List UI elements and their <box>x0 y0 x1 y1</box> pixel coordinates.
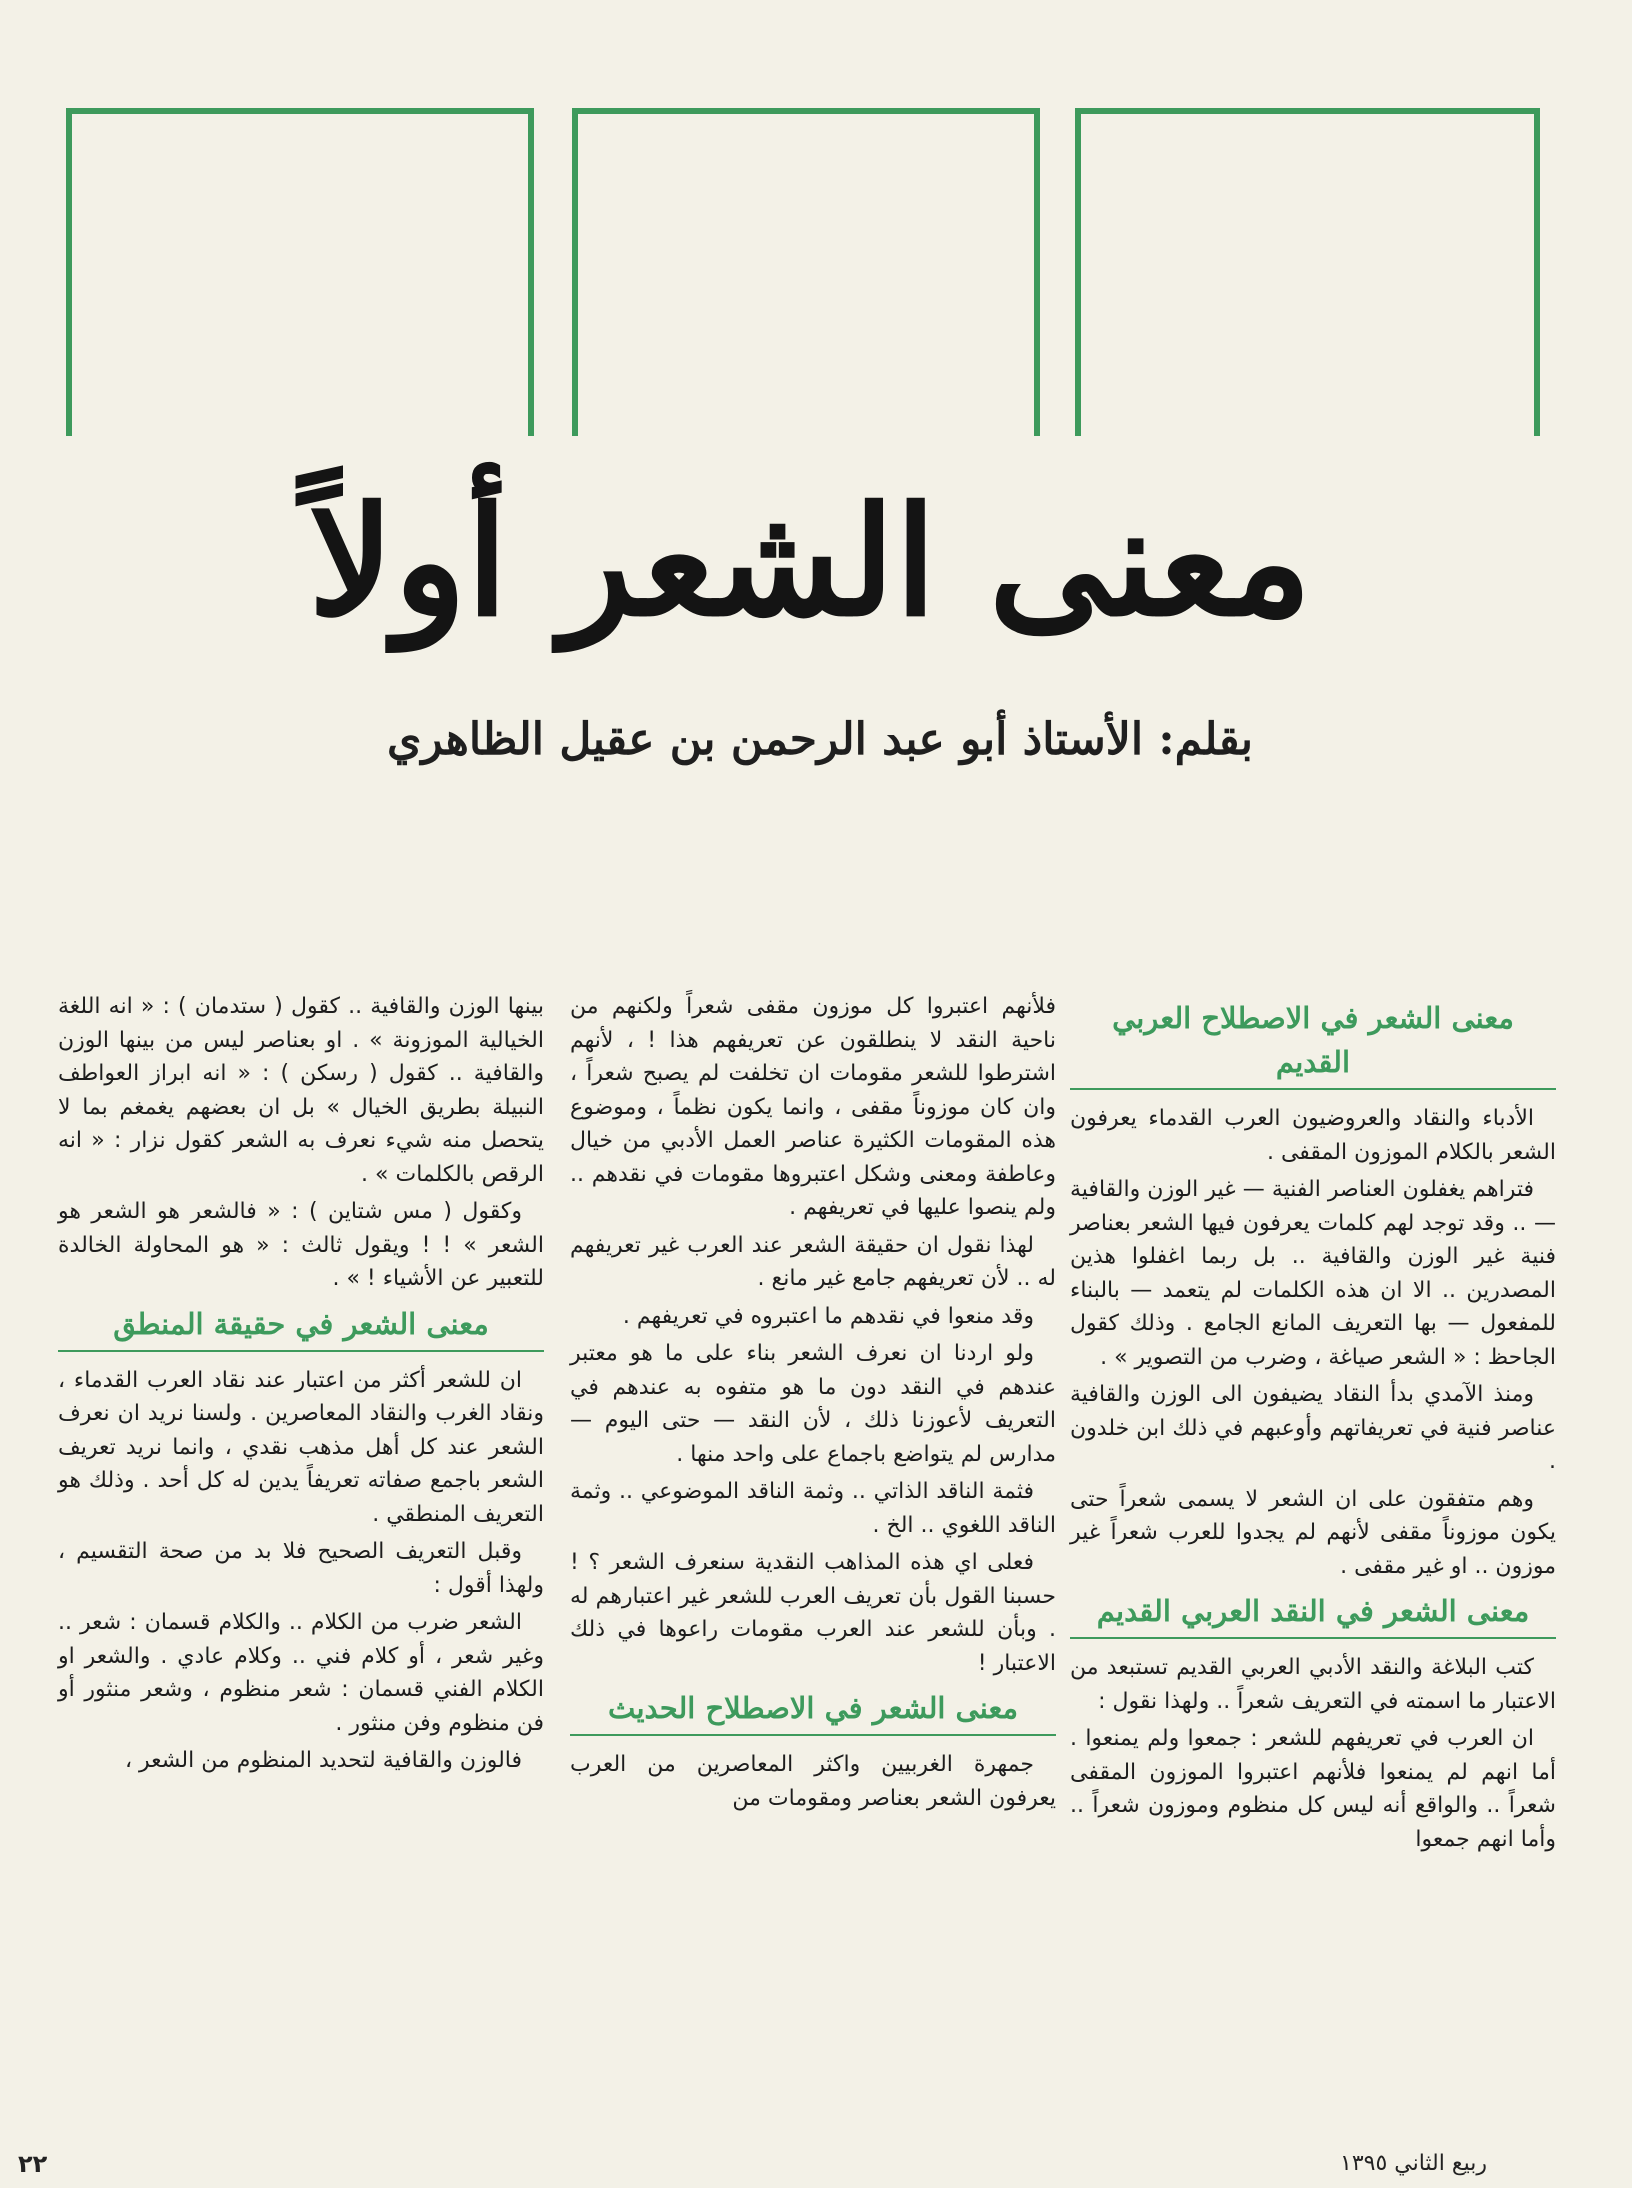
section-heading: معنى الشعر في الاصطلاح الحديث <box>570 1686 1056 1736</box>
paragraph: الأدباء والنقاد والعروضيون العرب القدماء يعرفون الشعر بالكلام الموزون المقفى . <box>1070 1106 1556 1165</box>
paragraph: وكقول ( مس شتاين ) : « فالشعر هو الشعر هو الشعر » ! ! ويقول ثالث : « هو المحاولة الخالدة للتعبير عن الأشياء ! » . <box>58 1199 544 1291</box>
paragraph: ومنذ الآمدي بدأ النقاد يضيفون الى الوزن والقافية عناصر فنية في تعريفاتهم وأوعبهم في ذلك ابن خلدون . <box>1070 1382 1556 1474</box>
paragraph: ولو اردنا ان نعرف الشعر بناء على ما هو معتبر عندهم في النقد دون ما هو متفوه به عندهم في التعريف لأعوزنا ذلك ، لأن النقد — حتى اليوم — مدارس لم يتواضع باجماع على واحد منها . <box>570 1341 1056 1467</box>
section-heading: معنى الشعر في حقيقة المنطق <box>58 1302 544 1352</box>
decorative-frame-box <box>572 108 1040 436</box>
text-column-left <box>58 990 544 1782</box>
paragraph: جمهرة الغربيين واكثر المعاصرين من العرب يعرفون الشعر بعناصر ومقومات من <box>570 1752 1056 1811</box>
text-column-middle <box>570 990 1056 1819</box>
paragraph: بينها الوزن والقافية .. كقول ( ستدمان ) : « انه اللغة الخيالية الموزونة » . او بعناصر ليس من بينها الوزن والقافية .. كقول ( رسكن ) : « انه ابراز العواطف النبيلة بطريق الخيال » بل ان بعضهم يغمغم بما لا يتحصل منه شيء نعرف به الشعر كقول نزار : « انه الرقص بالكلمات » . <box>58 994 544 1187</box>
paragraph: الشعر ضرب من الكلام .. والكلام قسمان : شعر .. وغير شعر ، أو كلام فني .. وكلام عادي . والشعر او الكلام الفني قسمان : شعر منظوم ، وشعر منثور أو فن منظوم وفن منثور . <box>58 1610 544 1736</box>
paragraph: وهم متفقون على ان الشعر لا يسمى شعراً حتى يكون موزوناً مقفى لأنهم لم يجدوا للعرب شعراً غير موزون .. او غير مقفى . <box>1070 1486 1556 1579</box>
issue-date: ربيع الثاني ١٣٩٥ <box>1340 2151 1487 2176</box>
paragraph: فالوزن والقافية لتحديد المنظوم من الشعر ، <box>124 1748 522 1773</box>
page-number: ٢٢ <box>18 2150 48 2178</box>
decorative-frame-box <box>1075 108 1540 436</box>
section-heading: معنى الشعر في الاصطلاح العربي القديم <box>1070 996 1556 1090</box>
paragraph: فثمة الناقد الذاتي .. وثمة الناقد الموضوعي .. وثمة الناقد اللغوي .. الخ . <box>570 1479 1056 1538</box>
section-heading: معنى الشعر في النقد العربي القديم <box>1070 1589 1556 1639</box>
byline: بقلم: الأستاذ أبو عبد الرحمن بن عقيل الظاهري <box>386 714 1254 765</box>
paragraph: وقد منعوا في نقدهم ما اعتبروه في تعريفهم . <box>622 1303 1034 1329</box>
page-title: معنى الشعر أولاً <box>308 474 1312 650</box>
paragraph: ان العرب في تعريفهم للشعر : جمعوا ولم يمنعوا . أما انهم لم يمنعوا فلأنهم اعتبروا الموزون المقفى شعراً .. والواقع أنه ليس كل منظوم وموزون شعراً .. وأما انهم جمعوا <box>1070 1726 1556 1852</box>
paragraph: لهذا نقول ان حقيقة الشعر عند العرب غير تعريفهم له .. لأن تعريفهم جامع غير مانع . <box>570 1232 1056 1291</box>
paragraph: ان للشعر أكثر من اعتبار عند نقاد العرب القدماء ، ونقاد الغرب والنقاد المعاصرين . ولسنا نريد ان نعرف الشعر عند كل أهل مذهب نقدي ، وانما نريد تعريف الشعر باجمع صفاته تعريفاً يدين له كل أحد . وذلك هو التعريف المنطقي . <box>58 1367 544 1527</box>
text-column-right <box>1070 990 1556 1860</box>
decorative-frame-box <box>66 108 534 436</box>
paragraph: فلأنهم اعتبروا كل موزون مقفى شعراً ولكنهم من ناحية النقد لا ينطلقون عن تعريفهم هذا ! ، لأنهم اشترطوا للشعر مقومات ان تخلفت لم يصبح شعراً ، وان كان موزوناً مقفى ، وانما يكون نظماً ، وموضوع هذه المقومات الكثيرة عناصر العمل الأدبي من خيال وعاطفة ومعنى وشكل اعتبروها مقومات في نقدهم .. ولم ينصوا عليها في تعريفهم . <box>570 994 1056 1220</box>
paragraph: فعلى اي هذه المذاهب النقدية سنعرف الشعر ؟ ! حسبنا القول بأن تعريف العرب للشعر غير اعتبارهم له . وبأن للشعر عند العرب مقومات راعوها في ذلك الاعتبار ! <box>570 1550 1056 1676</box>
paragraph: فتراهم يغفلون العناصر الفنية — غير الوزن والقافية — .. وقد توجد لهم كلمات يعرفون فيها الشعر بعناصر فنية غير الوزن والقافية .. بل ربما اغفلوا هذين المصدرين .. الا ان هذه الكلمات لم يتعمد — بالبناء للمفعول — بها التعريف المانع الجامع . وذلك كقول الجاحظ : « الشعر صياغة ، وضرب من التصوير » . <box>1070 1177 1556 1370</box>
paragraph: كتب البلاغة والنقد الأدبي العربي القديم تستبعد من الاعتبار ما اسمته في التعريف شعراً .. ولهذا نقول : <box>1070 1655 1556 1714</box>
paragraph: وقبل التعريف الصحيح فلا بد من صحة التقسيم ، ولهذا أقول : <box>58 1539 544 1598</box>
